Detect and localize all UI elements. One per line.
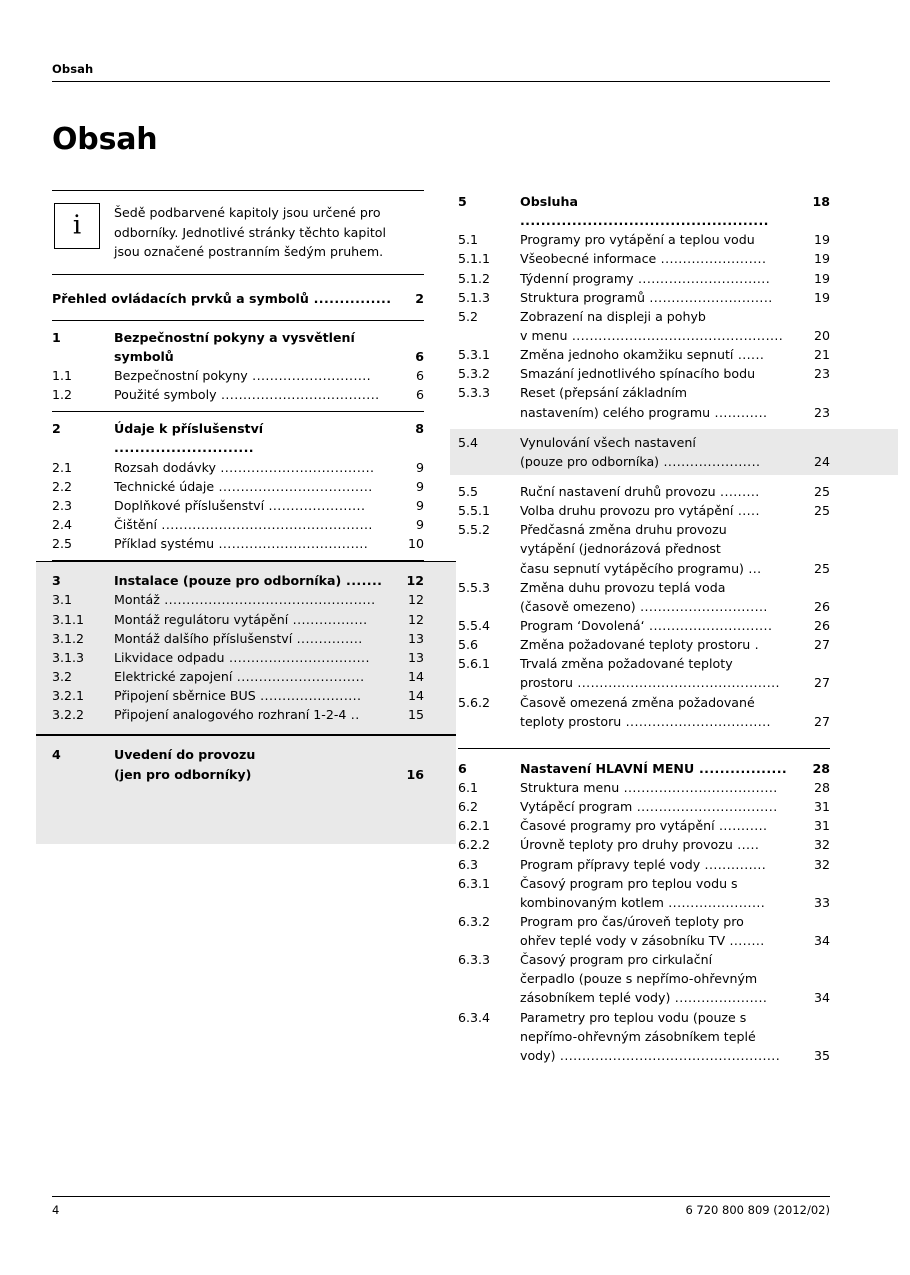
toc-section [52, 321, 424, 413]
toc-entry-page: 14 [407, 668, 424, 684]
toc-entry [458, 855, 830, 874]
toc-leader-dots: ................................................ [520, 213, 769, 229]
toc-entry [52, 629, 424, 648]
toc-entry-title: Program pro čas/úroveň teploty pro [520, 913, 744, 929]
toc-entry-title: Volba druhu provozu pro vytápění ..... [520, 503, 760, 519]
toc-entry-title: Příklad systému .................................. [114, 536, 369, 552]
toc-leader-dots: ....... [341, 573, 383, 589]
toc-entry [458, 307, 830, 326]
toc-entry-title: času sepnutí vytápěcího programu) ... [520, 560, 762, 576]
toc-entry-number: 1 [52, 329, 61, 345]
toc-section [52, 412, 424, 561]
toc-entry-page: 35 [813, 1047, 830, 1063]
info-note [52, 191, 424, 275]
toc-entry-page: 12 [406, 573, 424, 589]
toc-leader-dots: ...................... [659, 453, 761, 469]
running-head: Obsah [52, 62, 94, 76]
toc-entry-page: 23 [813, 366, 830, 382]
toc-leader-dots: . [750, 637, 760, 653]
toc-entry [458, 403, 830, 422]
toc-entry-title: Připojení analogového rozhraní 1-2-4 .. [114, 707, 360, 723]
toc-entry-number: 2.4 [52, 516, 73, 532]
toc-entry-page: 14 [407, 688, 424, 704]
toc-entry-title: teploty prostoru ................................. [520, 713, 771, 729]
toc-section [458, 190, 830, 429]
toc-entry [458, 1046, 830, 1065]
toc-leader-dots: ................................................ [159, 592, 376, 608]
toc-entry [458, 364, 830, 383]
toc-entry-page: 23 [813, 404, 830, 420]
toc-entry-title: Bezpečnostní pokyny ........................... [114, 367, 372, 383]
toc-entry-title: Montáž dalšího příslušenství ............... [114, 630, 363, 646]
toc-entry-number: 5.5 [458, 483, 479, 499]
toc-entry [458, 912, 830, 931]
toc-leader-dots: ............................. [635, 598, 768, 614]
toc-entry-number: 5.5.1 [458, 503, 491, 519]
toc-column-left [52, 190, 424, 844]
toc-overview-block [52, 275, 424, 321]
toc-entry-page: 27 [813, 675, 830, 691]
toc-leader-dots: ............................ [644, 289, 773, 305]
toc-entry [458, 693, 830, 712]
page-title: Obsah [52, 122, 158, 157]
toc-entry-title: Montáž ................................................ [114, 592, 376, 608]
toc-entry-title: Časově omezená změna požadované [520, 694, 755, 710]
toc-entry-title: v menu ................................................ [520, 327, 784, 343]
toc-entry-title: Použité symboly .................................... [114, 387, 380, 403]
toc-entry-title: Údaje k příslušenství ........................... [114, 421, 264, 456]
toc-entry-page: 34 [813, 933, 830, 949]
toc-entry [458, 778, 830, 797]
toc-entry [52, 328, 424, 347]
toc-entry [458, 988, 830, 1007]
toc-entry [458, 383, 830, 402]
toc-entry-number: 6.3.1 [458, 875, 491, 891]
toc-entry-page: 31 [813, 818, 830, 834]
toc-entry-page: 9 [415, 478, 424, 494]
toc-entry-title: nepřímo-ohřevným zásobníkem teplé [520, 1028, 756, 1044]
toc-leader-dots: ................................... [214, 478, 373, 494]
toc-entry-title: Parametry pro teplou vodu (pouze s [520, 1009, 747, 1025]
toc-entry [458, 835, 830, 854]
toc-entry [458, 816, 830, 835]
toc-entry-number: 2.3 [52, 497, 73, 513]
toc-entry-title: Úrovně teploty pro druhy provozu ..... [520, 837, 760, 853]
toc-entry-title: Změna jednoho okamžiku sepnutí ...... [520, 347, 765, 363]
toc-entry-title: Obsluha ................................................ [520, 194, 769, 229]
toc-entry-number: 3.2.2 [52, 707, 85, 723]
toc-entry-number: 5 [458, 194, 467, 209]
toc-entry-title: Přehled ovládacích prvků a symbolů ............... [52, 290, 392, 306]
toc-entry-number: 3.1 [52, 592, 73, 608]
toc-entry-number: 3.2.1 [52, 688, 85, 704]
toc-entry-title: Ruční nastavení druhů provozu ......... [520, 483, 760, 499]
toc-entry-number: 6.3.2 [458, 913, 491, 929]
toc-entry-page: 6 [415, 387, 424, 403]
toc-section [458, 475, 830, 738]
toc-entry [52, 610, 424, 629]
toc-entry-page: 19 [813, 232, 830, 248]
toc-entry [458, 559, 830, 578]
toc-entry-page: 10 [407, 536, 424, 552]
toc-entry-page: 9 [415, 516, 424, 532]
toc-entry-number: 5.6.2 [458, 694, 491, 710]
toc-entry-title: Časový program pro cirkulační [520, 952, 713, 968]
toc-entry-title: ohřev teplé vody v zásobníku TV ........ [520, 933, 765, 949]
toc-entry-number: 3.1.1 [52, 611, 85, 627]
toc-entry-number: 5.3.2 [458, 366, 491, 382]
toc-entry [52, 705, 424, 724]
toc-entry-title: Vynulování všech nastavení [520, 434, 696, 450]
toc-entry [52, 515, 424, 534]
toc-entry-title: zásobníkem teplé vody) ..................... [520, 990, 768, 1006]
toc-section [36, 735, 456, 843]
toc-entry-page: 25 [813, 483, 830, 499]
toc-entry-title: Čištění ................................................ [114, 516, 373, 532]
toc-entry-title: Časové programy pro vytápění ........... [520, 818, 768, 834]
toc-entry-title: Bezpečnostní pokyny a vysvětlení [114, 329, 355, 345]
toc-leader-dots: ................................................ [157, 516, 373, 532]
toc-entry [458, 759, 830, 778]
toc-entry [458, 712, 830, 731]
toc-entry-title: symbolů [114, 348, 174, 364]
toc-leader-dots: .................................. [214, 536, 369, 552]
toc-entry [458, 1008, 830, 1027]
toc-entry-number: 5.1 [458, 232, 479, 248]
toc-entry [52, 745, 424, 764]
toc-entry [458, 433, 830, 452]
toc-entry [458, 501, 830, 520]
toc-entry-page: 12 [407, 592, 424, 608]
toc-entry-number: 3.1.2 [52, 630, 85, 646]
toc-entry-title: Uvedení do provozu [114, 747, 256, 763]
toc-entry-page: 19 [813, 251, 830, 267]
toc-entry-title: Program ‘Dovolená‘ ............................ [520, 617, 773, 633]
toc-entry [458, 635, 830, 654]
toc-entry-title: Reset (přepsání základním [520, 385, 688, 401]
toc-entry-title: Struktura menu ................................... [520, 779, 778, 795]
toc-entry-number: 3.2 [52, 668, 73, 684]
toc-entry-number: 5.6.1 [458, 656, 491, 672]
toc-entry-title: Změna požadované teploty prostoru . [520, 637, 760, 653]
toc-leader-dots: ..... [733, 503, 760, 519]
toc-entry-page: 28 [812, 760, 830, 776]
toc-leader-dots: ................................................ [567, 327, 784, 343]
toc-leader-dots: ............... [308, 290, 392, 306]
toc-entry [458, 969, 830, 988]
toc-leader-dots: .............................................. [572, 675, 780, 691]
toc-entry-page: 9 [415, 497, 424, 513]
toc-entry-title: (časově omezeno) ............................. [520, 598, 768, 614]
toc-entry-number: 6.2 [458, 799, 479, 815]
toc-entry-title: Trvalá změna požadované teploty [520, 656, 733, 672]
toc-leader-dots: ............... [292, 630, 363, 646]
info-icon [54, 203, 100, 249]
toc-entry [458, 249, 830, 268]
toc-entry-page: 8 [415, 421, 424, 437]
toc-entry-page: 27 [813, 713, 830, 729]
toc-leader-dots: .............. [700, 856, 767, 872]
toc-entry [52, 686, 424, 705]
toc-entry-number: 5.3.1 [458, 347, 491, 363]
toc-entry-title: (pouze pro odborníka) ...................... [520, 453, 761, 469]
toc-entry [458, 797, 830, 816]
toc-entry-title: (jen pro odborníky) [114, 766, 252, 782]
toc-entry [458, 192, 830, 230]
toc-entry-title: Změna duhu provozu teplá voda [520, 579, 726, 595]
toc-entry-title: Program přípravy teplé vody .............. [520, 856, 767, 872]
toc-entry [458, 950, 830, 969]
toc-entry [52, 347, 424, 366]
toc-entry-number: 1.2 [52, 387, 73, 403]
toc-entry-number: 3 [52, 573, 61, 589]
toc-leader-dots: ...................... [264, 497, 366, 513]
toc-entry-number: 6.1 [458, 779, 479, 795]
toc-column-right [458, 190, 830, 1072]
toc-leader-dots: ............................ [644, 617, 773, 633]
toc-entry-number: 5.4 [458, 434, 479, 450]
toc-entry [52, 366, 424, 385]
toc-entry-title: Týdenní programy .............................. [520, 270, 771, 286]
toc-entry-page: 34 [813, 990, 830, 1006]
toc-section [36, 561, 456, 735]
toc-entry [52, 765, 424, 784]
toc-entry-page: 32 [813, 856, 830, 872]
toc-entry [52, 534, 424, 553]
footer-doc-id: 6 720 800 809 (2012/02) [685, 1203, 830, 1217]
toc-leader-dots: ..... [732, 837, 760, 853]
toc-leader-dots: ............................. [232, 668, 365, 684]
toc-leader-dots: ................. [694, 760, 788, 776]
toc-entry-title: Předčasná změna druhu provozu [520, 522, 727, 538]
toc-entry-title: Montáž regulátoru vytápění ................. [114, 611, 368, 627]
toc-leader-dots: .................................... [216, 387, 380, 403]
toc-entry-number: 2 [52, 421, 61, 437]
toc-entry-page: 15 [407, 707, 424, 723]
toc-entry-page: 9 [415, 459, 424, 475]
toc-entry [52, 458, 424, 477]
toc-leader-dots: .. [346, 707, 360, 723]
toc-leader-dots: ...... [733, 347, 765, 363]
toc-entry [458, 578, 830, 597]
info-note-text: Šedě podbarvené kapitoly jsou určené pro odborníky. Jednotlivé stránky těchto kapitol jsou označené postranním šedým pruhem. [114, 205, 386, 260]
toc-entry-title: vytápění (jednorázová přednost [520, 541, 721, 557]
toc-entry-number: 5.6 [458, 637, 479, 653]
page-header [52, 62, 830, 82]
toc-entry-page: 21 [813, 347, 830, 363]
toc-entry [458, 288, 830, 307]
toc-entry-page: 19 [813, 270, 830, 286]
toc-leader-dots: ................. [288, 611, 368, 627]
toc-entry-title: Vytápěcí program ................................ [520, 799, 778, 815]
toc-entry-number: 5.5.4 [458, 617, 491, 633]
toc-leader-dots: ....................... [255, 688, 362, 704]
header-rule [52, 81, 830, 82]
toc-leader-dots: ........... [714, 818, 768, 834]
toc-entry-title: Všeobecné informace ........................ [520, 251, 767, 267]
toc-entry-number: 6.3 [458, 856, 479, 872]
toc-entry-page: 6 [415, 348, 424, 364]
toc-entry-title: Připojení sběrnice BUS ....................... [114, 688, 362, 704]
toc-entry [458, 597, 830, 616]
toc-entry [458, 326, 830, 345]
toc-entry-page: 6 [415, 367, 424, 383]
toc-entry [52, 385, 424, 404]
toc-entry-number: 5.1.3 [458, 289, 491, 305]
toc-entry-page: 12 [407, 611, 424, 627]
toc-entry-title: Instalace (pouze pro odborníka) ....... [114, 573, 383, 589]
toc-entry-title: prostoru .............................................. [520, 675, 780, 691]
toc-entry [52, 571, 424, 590]
toc-entry-number: 6 [458, 760, 467, 776]
toc-leader-dots: ... [743, 560, 762, 576]
toc-entry [458, 893, 830, 912]
toc-leader-dots: ................................... [215, 459, 375, 475]
toc-entry-page: 33 [813, 894, 830, 910]
toc-leader-dots: ........ [725, 933, 765, 949]
toc-entry-number: 5.1.1 [458, 251, 491, 267]
toc-entry-number: 2.2 [52, 478, 73, 494]
toc-leader-dots: ........................ [656, 251, 767, 267]
toc-entry-number: 6.3.4 [458, 1009, 491, 1025]
toc-entry [458, 345, 830, 364]
toc-entry-page: 25 [813, 503, 830, 519]
toc-entry [458, 673, 830, 692]
toc-leader-dots: ........................... [247, 367, 372, 383]
toc-entry [458, 539, 830, 558]
toc-entry-number: 5.5.3 [458, 579, 491, 595]
toc-entry [52, 648, 424, 667]
toc-entry-page: 26 [813, 598, 830, 614]
toc-entry-number: 1.1 [52, 367, 73, 383]
toc-entry-title: Smazání jednotlivého spínacího bodu [520, 366, 756, 382]
toc-entry-page: 13 [407, 649, 424, 665]
toc-section [458, 748, 830, 1072]
toc-entry-page: 28 [813, 779, 830, 795]
toc-entry-page: 27 [813, 637, 830, 653]
toc-entry-title: Zobrazení na displeji a pohyb [520, 308, 706, 324]
toc-entry-title: Struktura programů ............................ [520, 289, 773, 305]
toc-entry [458, 931, 830, 950]
toc-entry-number: 6.3.3 [458, 952, 491, 968]
toc-entry-page: 16 [406, 766, 424, 782]
toc-section [450, 429, 898, 475]
toc-entry [458, 616, 830, 635]
toc-entry [458, 269, 830, 288]
toc-entry-page: 26 [813, 617, 830, 633]
toc-entry-number: 5.3.3 [458, 385, 491, 401]
toc-entry [458, 654, 830, 673]
toc-entry-title: Elektrické zapojení ............................. [114, 668, 365, 684]
toc-entry-number: 3.1.3 [52, 649, 85, 665]
toc-entry-title: Doplňkové příslušenství ...................... [114, 497, 366, 513]
toc-entry-title: kombinovaným kotlem ...................... [520, 894, 766, 910]
toc-entry-title: čerpadlo (pouze s nepřímo-ohřevným [520, 971, 758, 987]
toc-entry-page: 19 [813, 289, 830, 305]
toc-entry-page: 2 [415, 290, 424, 306]
toc-entry [458, 482, 830, 501]
toc-entry-title: Programy pro vytápění a teplou vodu [520, 232, 755, 248]
info-icon-glyph: i [72, 210, 82, 241]
toc-entry-title: Nastavení HLAVNÍ MENU ................. [520, 760, 788, 776]
toc-leader-dots: ............ [710, 404, 768, 420]
toc-entry-number: 4 [52, 747, 61, 763]
toc-entry-number: 2.5 [52, 536, 73, 552]
toc-leader-dots: ................................ [632, 799, 778, 815]
toc-entry-number: 5.1.2 [458, 270, 491, 286]
toc-leader-dots: ..................... [670, 990, 768, 1006]
toc-entry-title: vody) .................................................. [520, 1047, 781, 1063]
toc-entry [52, 477, 424, 496]
toc-entry-number: 6.2.1 [458, 818, 491, 834]
toc-leader-dots: ...................... [663, 894, 766, 910]
toc-entry-page: 24 [813, 453, 830, 469]
toc-entry-title: Likvidace odpadu ................................ [114, 649, 370, 665]
toc-entry [458, 452, 830, 471]
toc-entry-title: nastavením) celého programu ............ [520, 404, 768, 420]
toc-entry [458, 874, 830, 893]
toc-leader-dots: ................................. [621, 713, 771, 729]
toc-entry-number: 2.1 [52, 459, 73, 475]
page-footer [52, 1196, 830, 1217]
toc-entry [52, 667, 424, 686]
toc-leader-dots: ................................... [619, 779, 778, 795]
toc-entry-title: Technické údaje ................................... [114, 478, 373, 494]
toc-entry-page: 25 [813, 560, 830, 576]
toc-entry-page: 18 [812, 194, 830, 209]
toc-leader-dots: .............................. [633, 270, 771, 286]
toc-entry [52, 289, 424, 308]
toc-entry-page: 32 [813, 837, 830, 853]
toc-entry [458, 230, 830, 249]
toc-entry [458, 1027, 830, 1046]
toc-entry-page: 13 [407, 630, 424, 646]
toc-entry-number: 5.2 [458, 308, 479, 324]
toc-entry [458, 520, 830, 539]
toc-entry [52, 590, 424, 609]
toc-entry-page: 31 [813, 799, 830, 815]
toc-leader-dots: ................................ [224, 649, 370, 665]
toc-entry [52, 419, 424, 457]
toc-entry-page: 20 [813, 327, 830, 343]
toc-entry-title: Časový program pro teplou vodu s [520, 875, 738, 891]
toc-entry-number: 6.2.2 [458, 837, 491, 853]
toc-leader-dots: .................................................. [555, 1047, 781, 1063]
toc-leader-dots: ......... [715, 483, 760, 499]
footer-page-number: 4 [52, 1203, 60, 1217]
toc-entry-title: Rozsah dodávky ................................... [114, 459, 375, 475]
toc-entry [52, 496, 424, 515]
toc-leader-dots: ........................... [114, 440, 254, 456]
toc-entry-number: 5.5.2 [458, 522, 491, 538]
